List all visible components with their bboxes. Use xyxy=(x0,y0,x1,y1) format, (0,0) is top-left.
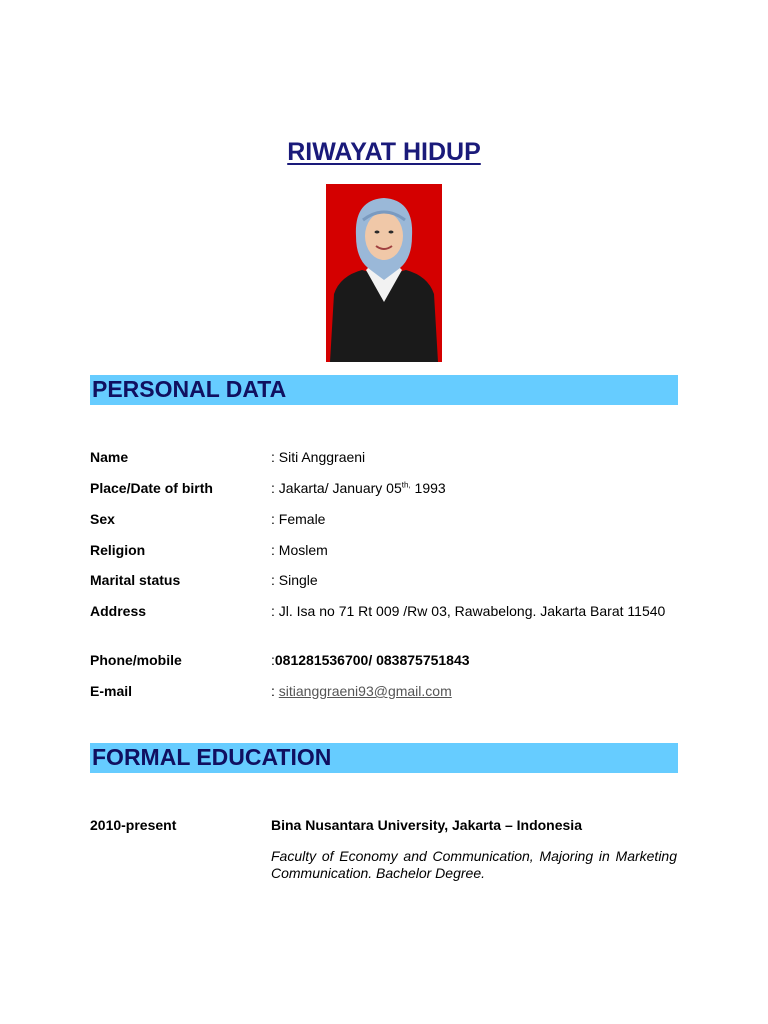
phone-value: :081281536700/ 083875751843 xyxy=(271,652,470,668)
education-institution: Bina Nusantara University, Jakarta – Indonesia xyxy=(271,817,582,833)
birth-value: : Jakarta/ January $05^{th,}$ 1993 xyxy=(271,480,446,496)
name-value: : Siti Anggraeni xyxy=(271,449,366,465)
profile-photo xyxy=(326,184,442,362)
education-period: 2010-present xyxy=(90,817,177,833)
religion-label: Religion xyxy=(90,542,146,558)
sex-label: Sex xyxy=(90,511,115,527)
sex-value: : Female xyxy=(271,511,326,527)
marital-status-label: Marital status xyxy=(90,572,181,588)
personal-data-heading: PERSONAL DATA xyxy=(92,376,287,402)
phone-label: Phone/mobile xyxy=(90,652,182,668)
page-title: RIWAYAT HIDUP xyxy=(287,138,481,166)
religion-value: : Moslem xyxy=(271,542,328,558)
personal-data-heading-bar xyxy=(90,375,678,405)
name-label: Name xyxy=(90,449,129,465)
formal-education-heading: FORMAL EDUCATION xyxy=(92,744,332,770)
birth-label: Place/Date of birth xyxy=(90,480,213,496)
email-link[interactable]: sitianggraeni93@gmail.com xyxy=(278,683,452,699)
address-label: Address xyxy=(90,603,147,619)
education-description: Faculty of Economy and Communication, Majoring in Marketing Communication. Bachelor Degree. xyxy=(271,848,677,881)
email-value: : sitianggraeni93@gmail.com xyxy=(271,683,452,699)
formal-education-heading-bar xyxy=(90,743,678,773)
marital-status-value: : Single xyxy=(271,572,318,588)
address-value: : Jl. Isa no 71 Rt 009 /Rw 03, Rawabelong. Jakarta Barat 11540 xyxy=(271,603,666,619)
email-label: E-mail xyxy=(90,683,133,699)
